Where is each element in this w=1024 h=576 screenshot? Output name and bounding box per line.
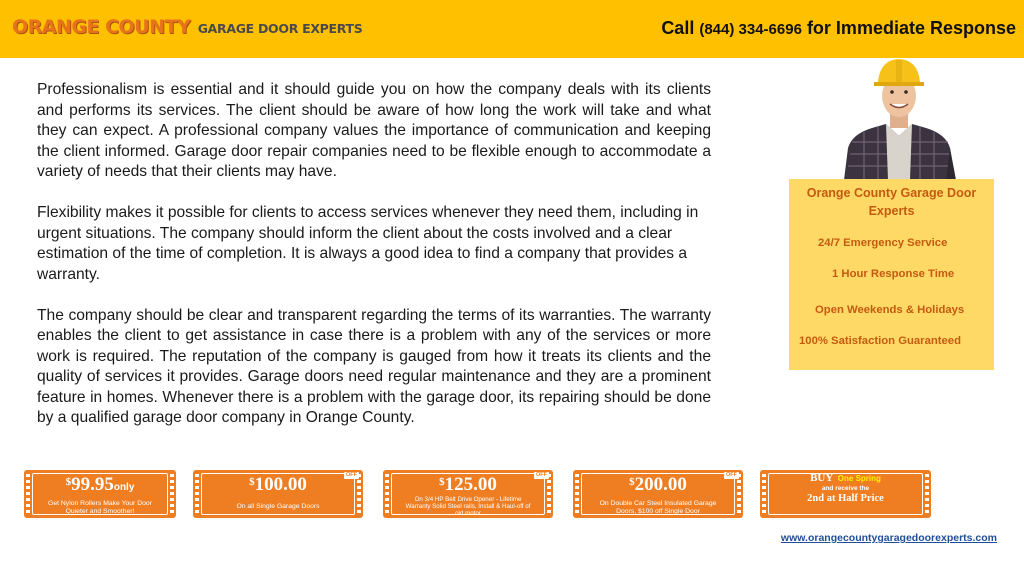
coupon-dollar: $ (65, 476, 72, 488)
coupon-dollar: $ (439, 476, 445, 488)
coupon-amount: 125.00 (444, 474, 497, 495)
coupon-price (24, 471, 176, 499)
paragraph-flexibility: Flexibility makes it possible for clients to access services whenever they need them, including in urgent situations. The company should inform the client about the costs involved and a clear estimation of the time of completion. It is always a good idea to find a company that provides a warranty. (37, 204, 699, 283)
off-badge: OFF (536, 472, 547, 478)
coupon-spring-half-price[interactable] (760, 470, 931, 518)
call-banner (661, 18, 1016, 39)
article-body (37, 80, 711, 449)
company-logo[interactable] (12, 16, 362, 38)
coupon-description: On Double Car Steel Insulated Garage Doors, $100 off Single Door (599, 500, 717, 515)
coupon-description: On 3/4 HP Belt Drive Opener - Lifetime Warranty Solid Steel rails, Install & Haul-off of old motor (405, 496, 531, 517)
paragraph-professionalism: Professionalism is essential and it should guide you on how the company deals with its clients and performs its services. The client should be aware of how long the work will take and what they can expect. A professional company values the importance of communication and keeping the client informed. Garage door repair companies need to be flexible enough to accommodate a variety of needs that their clients may have. (37, 81, 711, 180)
construction-worker-hardhat-icon (838, 56, 960, 180)
info-box-title: Orange County Garage Door Experts (806, 186, 977, 218)
coupon-buy-offer (760, 472, 931, 504)
off-badge: OFF (346, 472, 357, 478)
info-item-weekends: Open Weekends & Holidays (815, 304, 965, 316)
coupon-amount: 200.00 (634, 474, 687, 495)
coupon-double-car-doors[interactable] (573, 470, 743, 518)
info-item-response: 1 Hour Response Time (832, 268, 955, 280)
coupon-price (193, 471, 363, 496)
coupon-price (573, 471, 743, 496)
paragraph-warranty: The company should be clear and transparent regarding the terms of its warranties. The warranty enables the client to get assistance in case there is a problem with any of the services or more work is required. The reputation of the company is gauged from how it treats its clients and the quality of services it provides. Garage doors need regular maintenance and they are a prominent feature in homes. Whenever there is a problem with the garage door, its repairing should be done by a qualified garage door company in Orange County. (37, 306, 711, 426)
coupon-buy-label: BUY (810, 472, 834, 484)
phone-number[interactable]: (844) 334-6696 (699, 21, 802, 38)
off-badge: OFF (726, 472, 737, 478)
info-item-emergency: 24/7 Emergency Service (818, 237, 948, 249)
coupon-suffix: only (113, 482, 135, 493)
coupon-description: Get Nylon Rollers Make Your Door Quieter and Smoother! (48, 500, 152, 515)
logo-sub-text: GARAGE DOOR EXPERTS (197, 21, 363, 36)
call-suffix: for Immediate Response (806, 18, 1016, 38)
coupon-price (383, 471, 553, 496)
coupon-single-garage-doors[interactable] (193, 470, 363, 518)
website-link[interactable]: www.orangecountygaragedoorexperts.com (780, 532, 997, 544)
coupon-dollar: $ (629, 476, 635, 488)
coupon-half-price: 2nd at Half Price (807, 493, 884, 504)
logo-main-text: ORANGE COUNTY (12, 16, 191, 38)
call-prefix: Call (661, 18, 695, 38)
info-item-satisfaction: 100% Satisfaction Guaranteed (799, 335, 961, 347)
coupon-amount: 100.00 (254, 474, 307, 495)
coupon-amount: 99.95 (71, 474, 114, 495)
header-bar (0, 0, 1024, 58)
coupon-belt-drive-opener[interactable] (383, 470, 553, 518)
coupon-dollar: $ (249, 476, 255, 488)
coupon-receive-text: and receive the (821, 485, 870, 492)
service-info-box (789, 179, 994, 370)
coupon-one-spring: One Spring (837, 474, 881, 483)
coupon-description: On all Single Garage Doors (236, 503, 320, 510)
coupon-nylon-rollers[interactable] (24, 470, 176, 518)
